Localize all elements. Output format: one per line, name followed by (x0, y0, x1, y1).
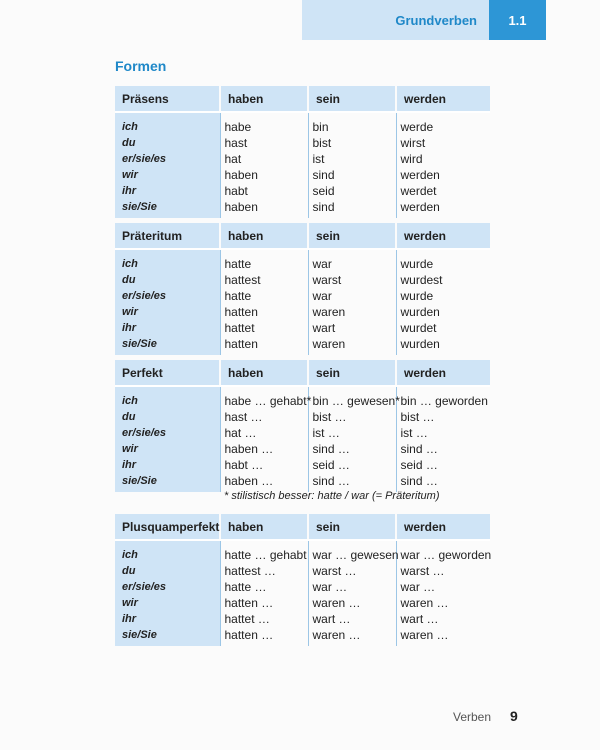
verb-form-cell: war (308, 249, 396, 272)
verb-form-cell: haben … (220, 441, 308, 457)
verb-form-cell: werden (396, 167, 490, 183)
verb-header: haben (220, 86, 308, 112)
table-row (115, 441, 490, 457)
verb-header: werden (396, 514, 490, 540)
verb-form-cell: sind (308, 167, 396, 183)
verb-form-cell: hatten (220, 304, 308, 320)
verb-form-cell: war … (396, 579, 490, 595)
verb-form-cell: werde (396, 112, 490, 135)
verb-form-cell: war … gewesen (308, 540, 396, 563)
pronoun-cell: ich (115, 249, 220, 272)
table-row (115, 183, 490, 199)
pronoun-cell: wir (115, 167, 220, 183)
verb-header: werden (396, 223, 490, 249)
tense-header: Präteritum (115, 223, 220, 249)
table-row (115, 627, 490, 646)
verb-form-cell: hattest … (220, 563, 308, 579)
verb-header: sein (308, 514, 396, 540)
verb-form-cell: habe … gehabt* (220, 386, 308, 409)
verb-form-cell: bist … (308, 409, 396, 425)
pronoun-cell: du (115, 409, 220, 425)
verb-form-cell: habt (220, 183, 308, 199)
table-row (115, 151, 490, 167)
table-row (115, 304, 490, 320)
pronoun-cell: er/sie/es (115, 425, 220, 441)
verb-form-cell: haben … (220, 473, 308, 492)
verb-form-cell: bist … (396, 409, 490, 425)
verb-form-cell: hast (220, 135, 308, 151)
verb-form-cell: haben (220, 167, 308, 183)
table-row (115, 457, 490, 473)
verb-form-cell: warst … (396, 563, 490, 579)
verb-header: werden (396, 86, 490, 112)
verb-form-cell: ist … (308, 425, 396, 441)
verb-form-cell: wurde (396, 249, 490, 272)
verb-form-cell: war … geworden (396, 540, 490, 563)
table-row (115, 563, 490, 579)
verb-form-cell: wurdet (396, 320, 490, 336)
table-row (115, 579, 490, 595)
verb-form-cell: habe (220, 112, 308, 135)
verb-form-cell: waren … (308, 595, 396, 611)
pronoun-cell: sie/Sie (115, 473, 220, 492)
verb-form-cell: waren … (396, 595, 490, 611)
verb-form-cell: wart (308, 320, 396, 336)
verb-form-cell: waren (308, 304, 396, 320)
verb-form-cell: werden (396, 199, 490, 218)
conjugation-table-plusquamperfekt (115, 514, 490, 646)
chapter-title: Grundverben (395, 12, 477, 28)
verb-form-cell: bin (308, 112, 396, 135)
verb-header: sein (308, 223, 396, 249)
table-row (115, 249, 490, 272)
table-row (115, 409, 490, 425)
verb-form-cell: hattest (220, 272, 308, 288)
pronoun-cell: wir (115, 595, 220, 611)
conjugation-table-perfekt (115, 360, 490, 492)
table-row (115, 112, 490, 135)
verb-header: sein (308, 86, 396, 112)
pronoun-cell: er/sie/es (115, 579, 220, 595)
pronoun-cell: ich (115, 386, 220, 409)
tense-header: Präsens (115, 86, 220, 112)
pronoun-cell: ich (115, 540, 220, 563)
pronoun-cell: du (115, 563, 220, 579)
verb-form-cell: warst … (308, 563, 396, 579)
table-row (115, 611, 490, 627)
pronoun-cell: sie/Sie (115, 336, 220, 355)
pronoun-cell: wir (115, 441, 220, 457)
verb-form-cell: ist … (396, 425, 490, 441)
table-row (115, 167, 490, 183)
verb-form-cell: bin … gewesen* (308, 386, 396, 409)
verb-form-cell: hatten … (220, 595, 308, 611)
verb-form-cell: hast … (220, 409, 308, 425)
verb-form-cell: waren … (308, 627, 396, 646)
table-row (115, 595, 490, 611)
pronoun-cell: wir (115, 304, 220, 320)
conjugation-table-praeteritum (115, 223, 490, 355)
verb-form-cell: sind … (396, 441, 490, 457)
verb-form-cell: sind … (308, 441, 396, 457)
verb-form-cell: wirst (396, 135, 490, 151)
table-row (115, 288, 490, 304)
verb-form-cell: hatte … gehabt (220, 540, 308, 563)
verb-form-cell: hatten … (220, 627, 308, 646)
section-heading: Formen (115, 58, 167, 74)
verb-form-cell: sind … (308, 473, 396, 492)
pronoun-cell: ihr (115, 457, 220, 473)
verb-form-cell: wart … (396, 611, 490, 627)
footer-label: Verben (453, 710, 492, 724)
verb-form-cell: ist (308, 151, 396, 167)
pronoun-cell: ich (115, 112, 220, 135)
pronoun-cell: du (115, 135, 220, 151)
verb-form-cell: seid … (396, 457, 490, 473)
verb-form-cell: waren … (396, 627, 490, 646)
verb-form-cell: wurden (396, 336, 490, 355)
verb-form-cell: war … (308, 579, 396, 595)
verb-form-cell: hattet (220, 320, 308, 336)
table-row (115, 336, 490, 355)
footnote: * stilistisch besser: hatte / war (= Präteritum) (224, 490, 440, 502)
pronoun-cell: ihr (115, 183, 220, 199)
tense-header: Perfekt (115, 360, 220, 386)
verb-header: haben (220, 514, 308, 540)
verb-form-cell: bin … geworden (396, 386, 490, 409)
pronoun-cell: er/sie/es (115, 288, 220, 304)
pronoun-cell: sie/Sie (115, 627, 220, 646)
table-row (115, 199, 490, 218)
verb-form-cell: wart … (308, 611, 396, 627)
verb-form-cell: warst (308, 272, 396, 288)
verb-form-cell: hat … (220, 425, 308, 441)
verb-form-cell: sind (308, 199, 396, 218)
verb-header: sein (308, 360, 396, 386)
verb-form-cell: sind … (396, 473, 490, 492)
table-row (115, 425, 490, 441)
verb-form-cell: werdet (396, 183, 490, 199)
conjugation-table-praesens (115, 86, 490, 218)
pronoun-cell: du (115, 272, 220, 288)
table-row (115, 135, 490, 151)
verb-form-cell: wurden (396, 304, 490, 320)
verb-form-cell: hatte (220, 249, 308, 272)
verb-form-cell: bist (308, 135, 396, 151)
verb-form-cell: wurde (396, 288, 490, 304)
verb-form-cell: wurdest (396, 272, 490, 288)
verb-header: werden (396, 360, 490, 386)
verb-form-cell: wird (396, 151, 490, 167)
verb-form-cell: seid … (308, 457, 396, 473)
verb-form-cell: war (308, 288, 396, 304)
verb-form-cell: waren (308, 336, 396, 355)
verb-form-cell: hattet … (220, 611, 308, 627)
pronoun-cell: ihr (115, 320, 220, 336)
table-row (115, 272, 490, 288)
table-row (115, 540, 490, 563)
verb-form-cell: haben (220, 199, 308, 218)
verb-header: haben (220, 360, 308, 386)
table-row (115, 386, 490, 409)
verb-form-cell: seid (308, 183, 396, 199)
verb-form-cell: hatte … (220, 579, 308, 595)
chapter-header (302, 0, 546, 40)
verb-header: haben (220, 223, 308, 249)
pronoun-cell: ihr (115, 611, 220, 627)
section-number: 1.1 (489, 0, 546, 40)
table-row (115, 320, 490, 336)
tense-header: Plusquamperfekt (115, 514, 220, 540)
pronoun-cell: sie/Sie (115, 199, 220, 218)
page-number: 9 (510, 708, 518, 724)
verb-form-cell: habt … (220, 457, 308, 473)
verb-form-cell: hatte (220, 288, 308, 304)
pronoun-cell: er/sie/es (115, 151, 220, 167)
verb-form-cell: hatten (220, 336, 308, 355)
verb-form-cell: hat (220, 151, 308, 167)
